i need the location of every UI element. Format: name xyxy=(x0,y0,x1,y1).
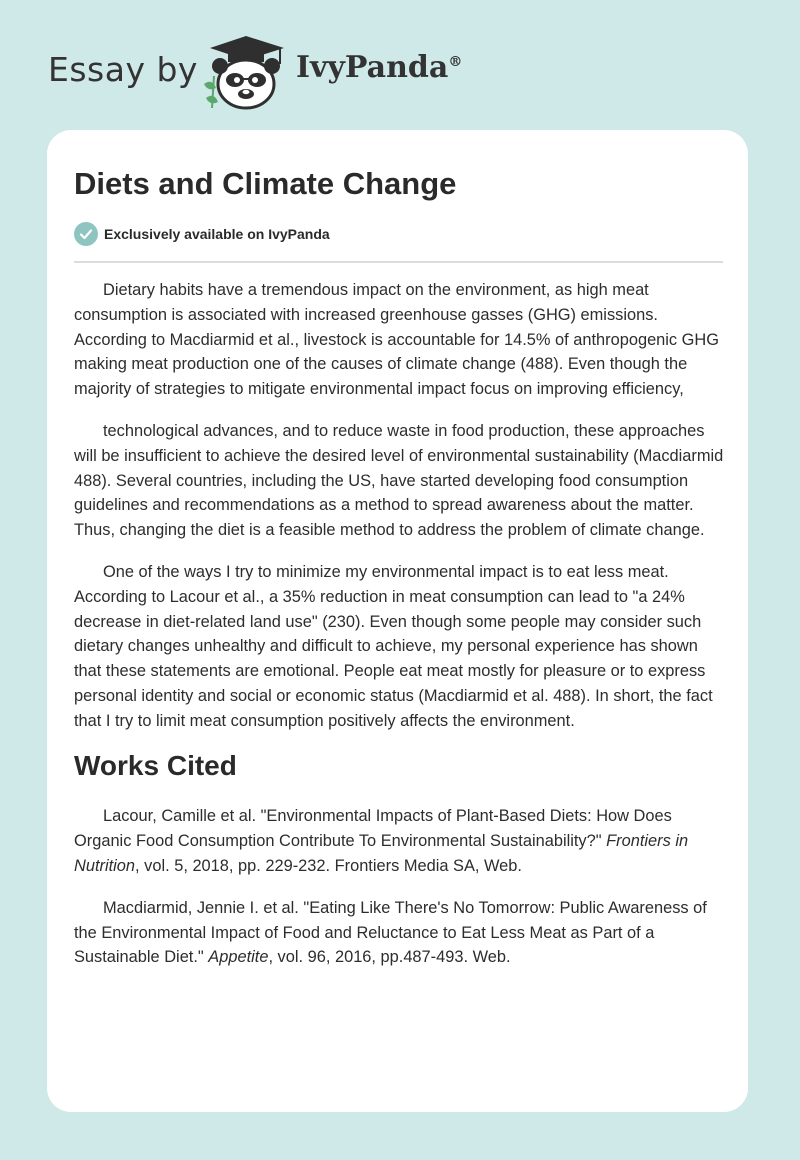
essay-body xyxy=(74,278,724,987)
site-header xyxy=(0,0,800,130)
ivypanda-logo-icon[interactable] xyxy=(200,34,292,110)
badge-text: Exclusively available on IvyPanda xyxy=(104,226,330,242)
check-icon xyxy=(74,222,98,246)
essay-card xyxy=(47,130,748,1112)
citation-details: , vol. 96, 2016, pp.487-493. Web. xyxy=(268,948,511,967)
citation-journal: Appetite xyxy=(208,948,269,967)
paragraph: One of the ways I try to minimize my environmental impact is to eat less meat. According to Lacour et al., a 35% reduction in meat consumption can lead to "a 24% decrease in diet-related land use" (230). Even though some people may consider such dietary changes unhealthy and difficult to achieve, my personal experience has shown that these statements are emotional. People eat meat mostly for pleasure or to express personal identity and social or economic status (Macdiarmid et al. 488). In short, the fact that I try to limit meat consumption positively affects the environment. xyxy=(74,562,713,730)
works-cited-heading: Works Cited xyxy=(74,749,237,781)
page-title: Diets and Climate Change xyxy=(74,166,457,201)
essay-by-label: Essay by xyxy=(48,50,198,89)
citation-details: , vol. 5, 2018, pp. 229-232. Frontiers Media SA, Web. xyxy=(135,856,522,875)
citation-text: Macdiarmid, Jennie I. et al. "Eating Like There's No Tomorrow: Public Awareness of the Environmental Impact of Food and Reluctance to Eat Less Meat as Part of a Sustainable Diet." xyxy=(74,898,707,967)
registered-mark: ® xyxy=(448,54,463,70)
citation-text: Lacour, Camille et al. "Environmental Impacts of Plant-Based Diets: How Does Organic Food Consumption Contribute To Environmental Sustainability?" xyxy=(74,807,672,851)
paragraph: Dietary habits have a tremendous impact on the environment, as high meat consumption is associated with increased greenhouse gasses (GHG) emissions. According to Macdiarmid et al., livestock is accountable for 14.5% of anthropogenic GHG making meat production one of the causes of climate change (488). Even though the majority of strategies to mitigate environmental impact focus on improving efficiency, xyxy=(74,281,720,399)
brand-name: IvyPanda xyxy=(296,50,449,85)
exclusive-badge xyxy=(74,222,330,246)
paragraph: technological advances, and to reduce waste in food production, these approaches will be insufficient to achieve the desired level of environmental sustainability (Macdiarmid 488). Several countries, including the US, have started developing food consumption guidelines and recommendations as a method to spread awareness about the matter. Thus, changing the diet is a feasible method to address the problem of climate change. xyxy=(74,421,724,540)
ivypanda-brand[interactable] xyxy=(296,50,462,85)
citation-journal: Frontiers in Nutrition xyxy=(74,832,689,875)
citation xyxy=(74,804,724,878)
divider xyxy=(74,261,723,263)
citation xyxy=(74,896,724,970)
